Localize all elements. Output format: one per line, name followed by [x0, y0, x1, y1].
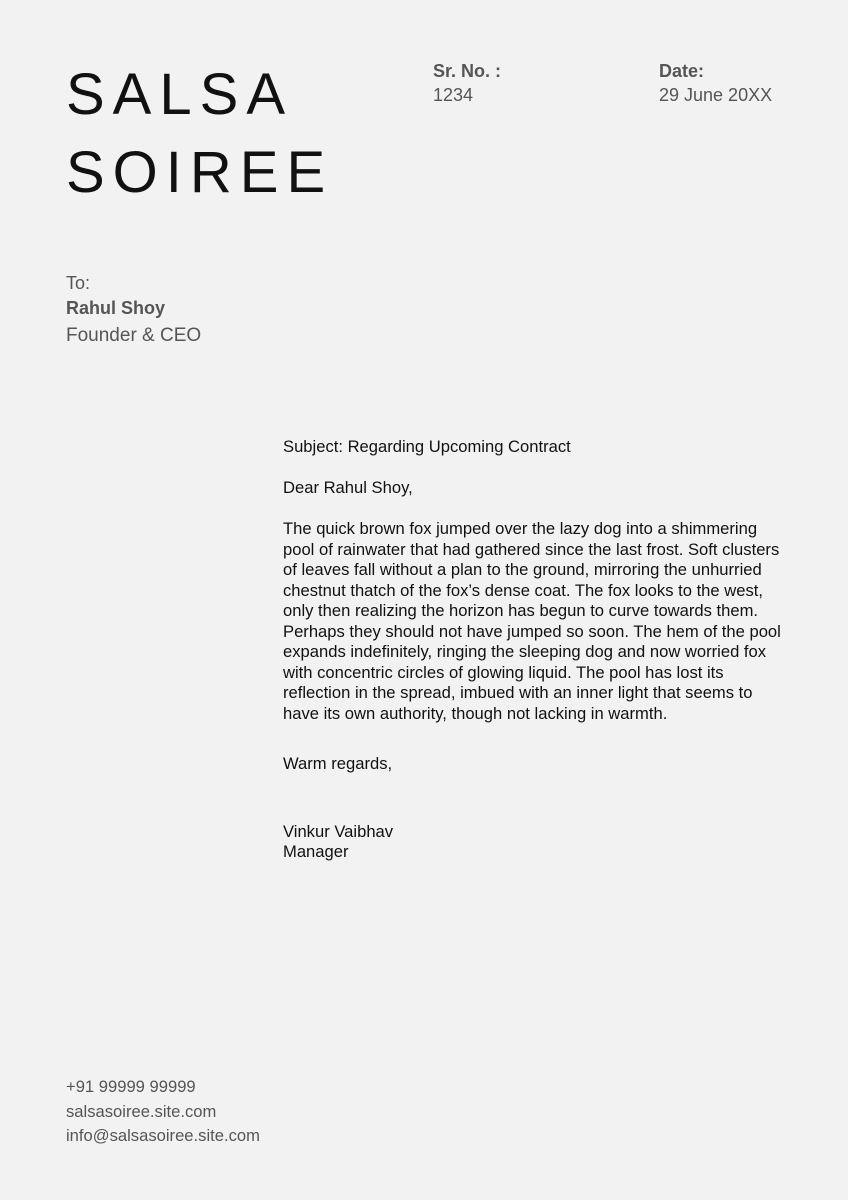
recipient-title: Founder & CEO	[66, 325, 202, 346]
serial-number-label: Sr. No. :	[433, 61, 502, 81]
letter-body	[283, 437, 783, 863]
date-label: Date:	[659, 61, 705, 81]
signer-name: Vinkur Vaibhav	[283, 821, 394, 841]
contact-email: info@salsasoiree.site.com	[66, 1126, 260, 1145]
letter-paragraph: The quick brown fox jumped over the lazy dog into a shimmering pool of rainwater that had gathered since the last frost. Soft clusters of leaves fall without a plan to the ground, mirroring the unhurried chestnut thatch of the fox’s dense coat. The fox looks to the west, only then realizing the horizon has begun to curve towards them. Perhaps they should not have jumped so soon. The hem of the pool expands indefinitely, ringing the sleeping dog and now worried fox with concentric circles of glowing liquid. The pool has lost its reflection in the spread, imbued with an inner light that seems to have its own authority, though not lacking in warmth.	[283, 519, 781, 723]
date-value: 29 June 20XX	[659, 85, 773, 105]
contact-info	[66, 1075, 260, 1149]
brand-name	[66, 56, 333, 212]
date-block	[659, 60, 772, 108]
serial-number-block	[433, 60, 501, 108]
letter-greeting: Dear Rahul Shoy,	[283, 478, 413, 497]
contact-phone: +91 99999 99999	[66, 1077, 196, 1096]
signer-title: Manager	[283, 842, 349, 861]
letter-subject: Subject: Regarding Upcoming Contract	[283, 437, 571, 456]
contact-website: salsasoiree.site.com	[66, 1101, 217, 1121]
recipient-block	[66, 271, 201, 351]
to-label: To:	[66, 273, 91, 293]
letter-closing: Warm regards,	[283, 754, 393, 773]
serial-number-value: 1234	[433, 85, 474, 105]
brand-line-2: SOIREE	[66, 140, 334, 205]
recipient-name: Rahul Shoy	[66, 298, 166, 318]
brand-line-1: SALSA	[66, 62, 293, 127]
